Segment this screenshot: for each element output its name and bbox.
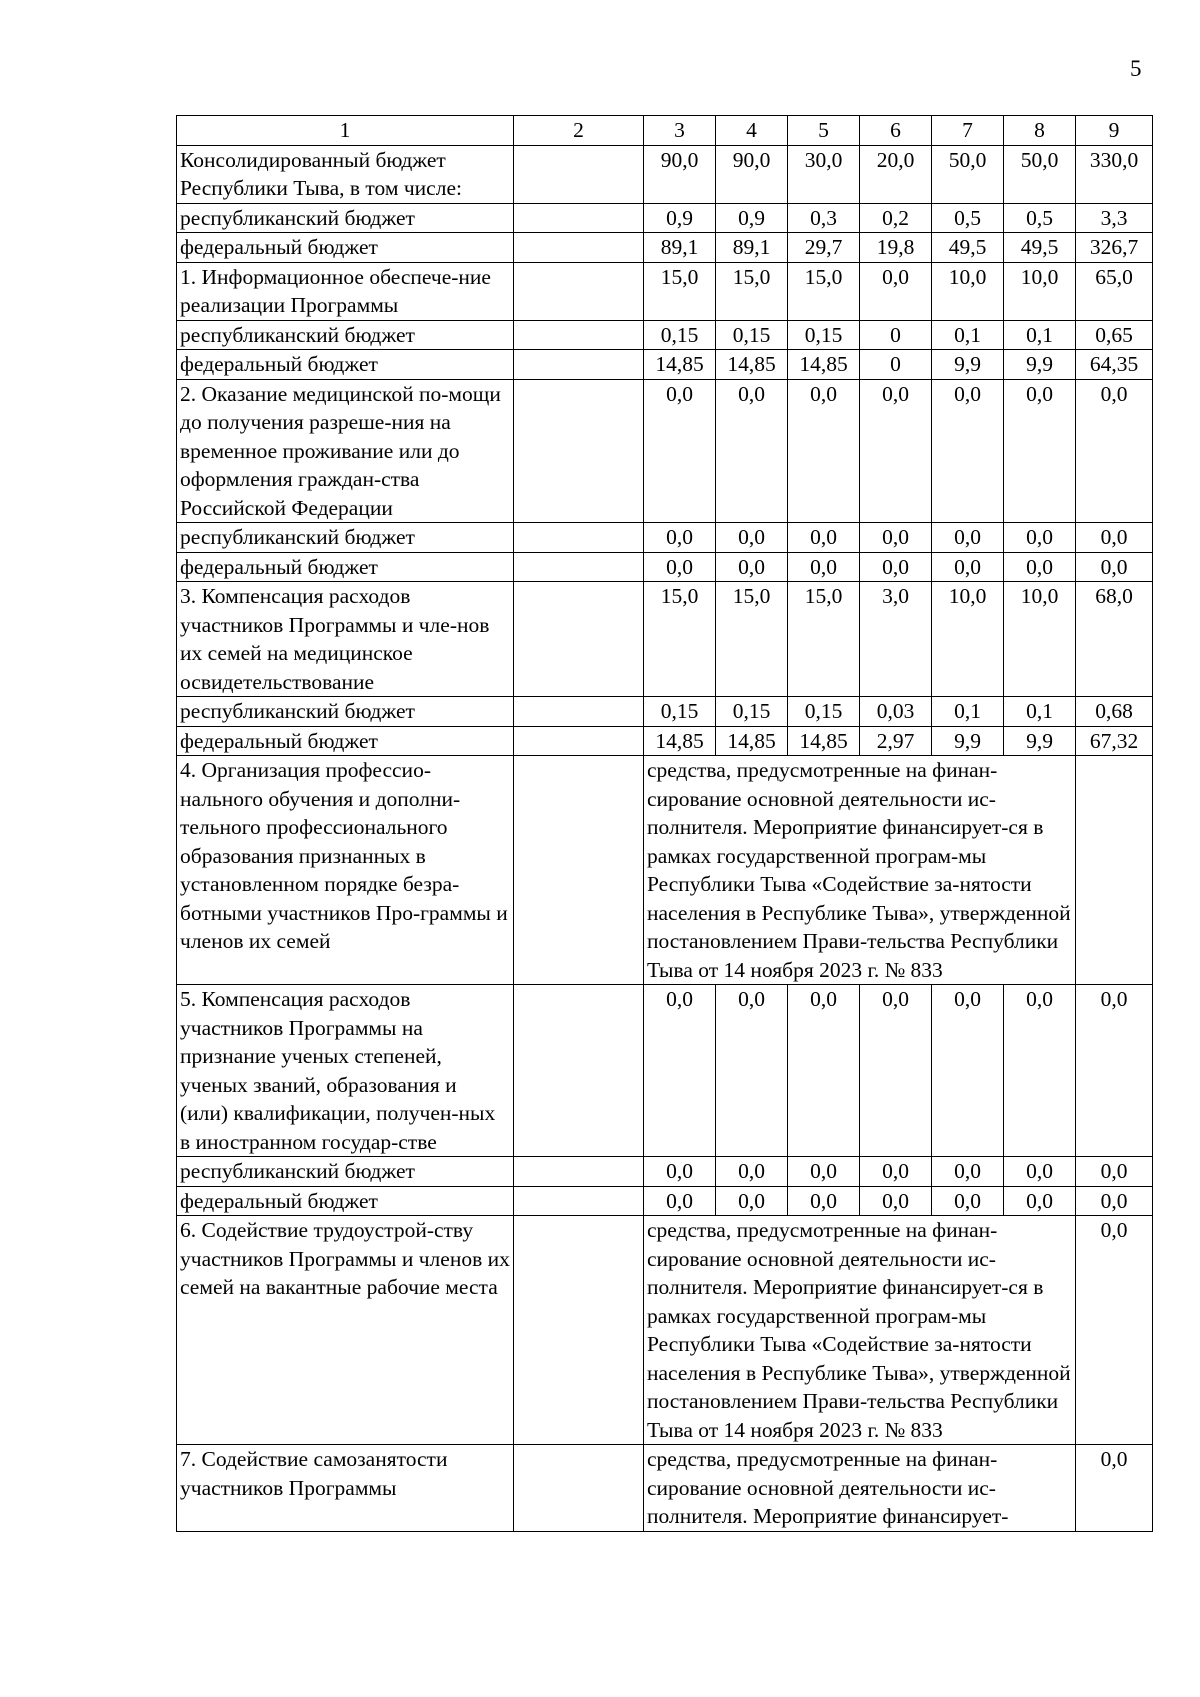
column-2-cell [514, 1445, 644, 1532]
table-row [177, 552, 1153, 582]
value-cell: 49,5 [932, 233, 1004, 263]
table-row [177, 582, 1153, 697]
value-cell: 0,03 [860, 697, 932, 727]
row-label: 4. Организация профессио-нального обучения и дополни-тельного профессионального образования признанных в установленном порядке безра-ботными участников Про-граммы и членов их семей [177, 756, 514, 985]
table-row [177, 233, 1153, 263]
column-2-cell [514, 233, 644, 263]
column-2-cell [514, 379, 644, 523]
column-header: 6 [860, 116, 932, 146]
value-cell: 14,85 [716, 350, 788, 380]
table-row [177, 1445, 1153, 1532]
table-row [177, 726, 1153, 756]
value-cell: 330,0 [1076, 145, 1153, 203]
value-cell: 14,85 [788, 726, 860, 756]
value-cell: 0,0 [860, 1186, 932, 1216]
value-cell: 0,0 [788, 379, 860, 523]
value-cell: 15,0 [716, 582, 788, 697]
row-label: республиканский бюджет [177, 203, 514, 233]
value-cell: 0,0 [1004, 379, 1076, 523]
value-cell: 3,3 [1076, 203, 1153, 233]
column-2-cell [514, 1157, 644, 1187]
column-2-cell [514, 552, 644, 582]
value-cell: 0,0 [1076, 552, 1153, 582]
value-cell: 0,15 [644, 320, 716, 350]
value-cell: 10,0 [1004, 262, 1076, 320]
value-cell: 10,0 [1004, 582, 1076, 697]
value-cell: 0,15 [788, 697, 860, 727]
value-cell: 20,0 [860, 145, 932, 203]
page-number: 5 [1130, 56, 1142, 81]
value-cell: 0,0 [716, 985, 788, 1157]
value-cell: 49,5 [1004, 233, 1076, 263]
value-cell: 9,9 [932, 726, 1004, 756]
value-cell: 14,85 [644, 350, 716, 380]
row-label: федеральный бюджет [177, 1186, 514, 1216]
row-label: республиканский бюджет [177, 697, 514, 727]
value-cell: 3,0 [860, 582, 932, 697]
table-row [177, 262, 1153, 320]
value-cell: 14,85 [644, 726, 716, 756]
value-cell: 0,5 [1004, 203, 1076, 233]
column-header: 2 [514, 116, 644, 146]
row-label: федеральный бюджет [177, 552, 514, 582]
row-label: федеральный бюджет [177, 726, 514, 756]
value-cell: 2,97 [860, 726, 932, 756]
column-header: 4 [716, 116, 788, 146]
column-2-cell [514, 320, 644, 350]
value-cell: 0,0 [1004, 1186, 1076, 1216]
column-2-cell [514, 697, 644, 727]
value-cell: 0,3 [788, 203, 860, 233]
value-cell: 0,9 [644, 203, 716, 233]
column-2-cell [514, 350, 644, 380]
table-row [177, 320, 1153, 350]
table-row [177, 523, 1153, 553]
row-label: республиканский бюджет [177, 523, 514, 553]
value-cell: 50,0 [1004, 145, 1076, 203]
value-cell: 0,0 [644, 985, 716, 1157]
table-row [177, 756, 1153, 985]
value-cell: 0,0 [644, 1186, 716, 1216]
value-cell: 326,7 [1076, 233, 1153, 263]
total-cell [1076, 756, 1153, 985]
row-label: федеральный бюджет [177, 233, 514, 263]
table-row [177, 1186, 1153, 1216]
value-cell: 0,0 [932, 379, 1004, 523]
column-header: 5 [788, 116, 860, 146]
value-cell: 0,9 [716, 203, 788, 233]
value-cell: 0,0 [1076, 379, 1153, 523]
column-header: 3 [644, 116, 716, 146]
row-label: 2. Оказание медицинской по-мощи до получения разреше-ния на временное проживание или до оформления граждан-ства Российской Федерации [177, 379, 514, 523]
row-label: республиканский бюджет [177, 1157, 514, 1187]
value-cell: 0,0 [788, 1157, 860, 1187]
row-label: федеральный бюджет [177, 350, 514, 380]
row-label: 7. Содействие самозанятости участников Программы [177, 1445, 514, 1532]
budget-table [176, 115, 1153, 1532]
value-cell: 0,2 [860, 203, 932, 233]
value-cell: 0,0 [716, 523, 788, 553]
value-cell: 89,1 [716, 233, 788, 263]
value-cell: 0,0 [860, 523, 932, 553]
value-cell: 89,1 [644, 233, 716, 263]
value-cell: 0,5 [932, 203, 1004, 233]
row-label: 1. Информационное обеспече-ние реализации Программы [177, 262, 514, 320]
table-row [177, 697, 1153, 727]
row-label: 6. Содействие трудоустрой-ству участников Программы и членов их семей на вакантные рабочие места [177, 1216, 514, 1445]
row-label: 5. Компенсация расходов участников Программы на признание ученых степеней, ученых званий, образования и (или) квалификации, получен-ных в иностранном государ-стве [177, 985, 514, 1157]
value-cell: 64,35 [1076, 350, 1153, 380]
value-cell: 0,0 [932, 523, 1004, 553]
value-cell: 0,0 [1004, 552, 1076, 582]
value-cell: 50,0 [932, 145, 1004, 203]
value-cell: 0,0 [716, 1157, 788, 1187]
value-cell: 0,0 [644, 552, 716, 582]
column-2-cell [514, 756, 644, 985]
row-label: Консолидированный бюджет Республики Тыва, в том числе: [177, 145, 514, 203]
value-cell: 0,15 [716, 697, 788, 727]
column-header: 9 [1076, 116, 1153, 146]
value-cell: 0,0 [1076, 985, 1153, 1157]
value-cell: 0,0 [932, 1157, 1004, 1187]
value-cell: 90,0 [716, 145, 788, 203]
value-cell: 9,9 [1004, 726, 1076, 756]
value-cell: 0,0 [1076, 1186, 1153, 1216]
table-row [177, 379, 1153, 523]
column-2-cell [514, 203, 644, 233]
value-cell: 0,0 [788, 985, 860, 1157]
value-cell: 0,0 [716, 379, 788, 523]
column-2-cell [514, 1216, 644, 1445]
column-header: 7 [932, 116, 1004, 146]
value-cell: 0 [860, 350, 932, 380]
column-header: 1 [177, 116, 514, 146]
value-cell: 0,1 [1004, 320, 1076, 350]
value-cell: 14,85 [716, 726, 788, 756]
value-cell: 0,15 [788, 320, 860, 350]
value-cell: 0,0 [932, 552, 1004, 582]
value-cell: 0,15 [716, 320, 788, 350]
value-cell: 9,9 [932, 350, 1004, 380]
value-cell: 0,0 [644, 523, 716, 553]
value-cell: 0,0 [1004, 523, 1076, 553]
value-cell: 30,0 [788, 145, 860, 203]
value-cell: 15,0 [788, 262, 860, 320]
value-cell: 0,0 [1076, 1157, 1153, 1187]
value-cell: 0,15 [644, 697, 716, 727]
value-cell: 29,7 [788, 233, 860, 263]
value-cell: 15,0 [644, 582, 716, 697]
column-header: 8 [1004, 116, 1076, 146]
value-cell: 0,0 [1076, 523, 1153, 553]
value-cell: 0,0 [716, 552, 788, 582]
table-row [177, 985, 1153, 1157]
table-row [177, 203, 1153, 233]
value-cell: 0,68 [1076, 697, 1153, 727]
table-row [177, 1216, 1153, 1445]
value-cell: 15,0 [716, 262, 788, 320]
funding-note: средства, предусмотренные на финан-сирование основной деятельности ис-полнителя. Мероприятие финансирует-ся в рамках государственной програм-мы Республики Тыва «Содействие за-нятости населения в Республике Тыва», утвержденной постановлением Прави-тельства Республики Тыва от 14 ноября 2023 г. № 833 [644, 1216, 1076, 1445]
column-2-cell [514, 145, 644, 203]
value-cell: 0,0 [860, 1157, 932, 1187]
table-row [177, 350, 1153, 380]
table-row [177, 145, 1153, 203]
value-cell: 65,0 [1076, 262, 1153, 320]
column-2-cell [514, 582, 644, 697]
table-row [177, 1157, 1153, 1187]
value-cell: 0,0 [860, 552, 932, 582]
column-2-cell [514, 985, 644, 1157]
row-label: 3. Компенсация расходов участников Программы и чле-нов их семей на медицинское освидетельствование [177, 582, 514, 697]
total-cell: 0,0 [1076, 1216, 1153, 1445]
value-cell: 0,0 [788, 523, 860, 553]
value-cell: 0,0 [644, 1157, 716, 1187]
funding-note: средства, предусмотренные на финан-сирование основной деятельности ис-полнителя. Мероприятие финансирует- [644, 1445, 1076, 1532]
funding-note: средства, предусмотренные на финан-сирование основной деятельности ис-полнителя. Мероприятие финансирует-ся в рамках государственной програм-мы Республики Тыва «Содействие за-нятости населения в Республике Тыва», утвержденной постановлением Прави-тельства Республики Тыва от 14 ноября 2023 г. № 833 [644, 756, 1076, 985]
value-cell: 0,0 [860, 985, 932, 1157]
value-cell: 0,0 [716, 1186, 788, 1216]
value-cell: 10,0 [932, 262, 1004, 320]
value-cell: 68,0 [1076, 582, 1153, 697]
value-cell: 0 [860, 320, 932, 350]
column-2-cell [514, 262, 644, 320]
value-cell: 19,8 [860, 233, 932, 263]
total-cell: 0,0 [1076, 1445, 1153, 1532]
value-cell: 67,32 [1076, 726, 1153, 756]
value-cell: 0,1 [932, 697, 1004, 727]
value-cell: 15,0 [788, 582, 860, 697]
value-cell: 14,85 [788, 350, 860, 380]
value-cell: 0,1 [1004, 697, 1076, 727]
column-2-cell [514, 1186, 644, 1216]
value-cell: 0,0 [788, 552, 860, 582]
value-cell: 0,0 [860, 262, 932, 320]
value-cell: 0,65 [1076, 320, 1153, 350]
value-cell: 0,0 [932, 1186, 1004, 1216]
value-cell: 0,0 [860, 379, 932, 523]
value-cell: 0,0 [1004, 1157, 1076, 1187]
column-2-cell [514, 726, 644, 756]
value-cell: 9,9 [1004, 350, 1076, 380]
value-cell: 0,0 [788, 1186, 860, 1216]
column-2-cell [514, 523, 644, 553]
value-cell: 0,1 [932, 320, 1004, 350]
value-cell: 90,0 [644, 145, 716, 203]
value-cell: 0,0 [1004, 985, 1076, 1157]
value-cell: 0,0 [644, 379, 716, 523]
row-label: республиканский бюджет [177, 320, 514, 350]
value-cell: 15,0 [644, 262, 716, 320]
value-cell: 10,0 [932, 582, 1004, 697]
table-header-row [177, 116, 1153, 146]
value-cell: 0,0 [932, 985, 1004, 1157]
